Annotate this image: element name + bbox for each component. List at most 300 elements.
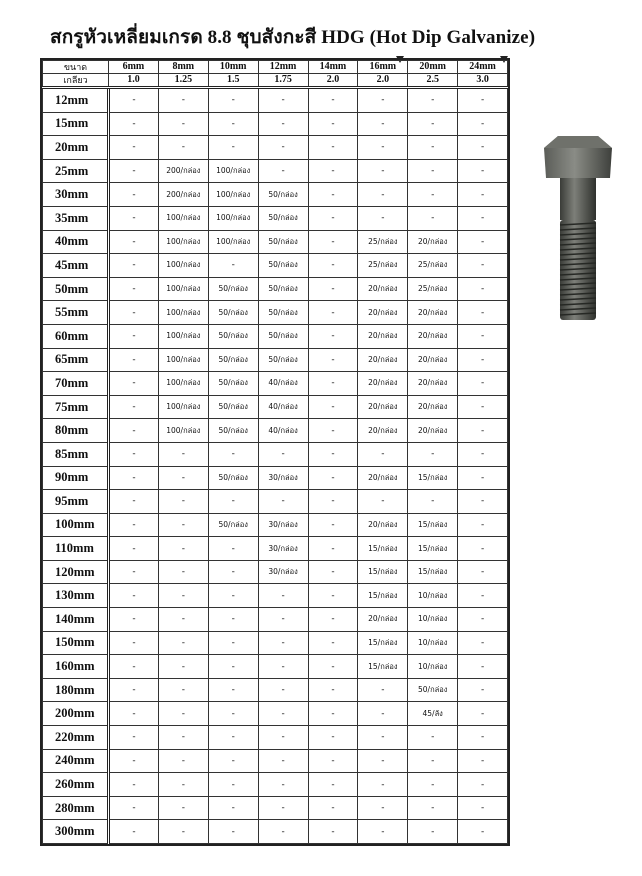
stock-cell: 15/กล่อง (358, 560, 408, 584)
stock-cell: - (109, 537, 159, 561)
stock-cell: - (109, 348, 159, 372)
size-header: 8mm (158, 61, 208, 74)
stock-cell: 20/กล่อง (358, 301, 408, 325)
stock-cell: - (458, 159, 508, 183)
table-row (43, 395, 508, 419)
stock-cell: - (258, 88, 308, 113)
stock-cell: 15/กล่อง (408, 537, 458, 561)
size-header: 24mm (458, 61, 508, 74)
stock-cell: - (109, 796, 159, 820)
stock-cell: - (408, 490, 458, 514)
table-row (43, 183, 508, 207)
stock-cell: 15/กล่อง (408, 466, 458, 490)
stock-cell: - (458, 206, 508, 230)
stock-cell: 50/กล่อง (258, 230, 308, 254)
stock-cell: 15/กล่อง (358, 631, 408, 655)
stock-cell: - (358, 88, 408, 113)
stock-cell: 10/กล่อง (408, 655, 458, 679)
length-label: 15mm (43, 112, 109, 136)
stock-cell: - (458, 678, 508, 702)
stock-cell: - (308, 678, 358, 702)
stock-cell: - (458, 136, 508, 160)
stock-cell: - (109, 749, 159, 773)
table-row (43, 608, 508, 632)
table-row (43, 372, 508, 396)
size-header: 14mm (308, 61, 358, 74)
stock-cell: - (308, 324, 358, 348)
stock-cell: - (408, 206, 458, 230)
table-header (43, 61, 508, 88)
stock-cell: 30/กล่อง (258, 466, 308, 490)
length-label: 50mm (43, 277, 109, 301)
stock-cell: - (208, 112, 258, 136)
table-row (43, 254, 508, 278)
stock-cell: 100/กล่อง (158, 206, 208, 230)
stock-cell: - (308, 88, 358, 113)
stock-cell: 20/กล่อง (408, 324, 458, 348)
stock-cell: - (158, 136, 208, 160)
stock-cell: - (109, 88, 159, 113)
stock-cell: - (258, 442, 308, 466)
stock-cell: - (258, 820, 308, 844)
stock-cell: - (458, 726, 508, 750)
table-row (43, 678, 508, 702)
table-row (43, 419, 508, 443)
stock-cell: - (358, 159, 408, 183)
stock-cell: - (258, 796, 308, 820)
stock-cell: - (258, 678, 308, 702)
stock-cell: - (208, 88, 258, 113)
length-label: 70mm (43, 372, 109, 396)
stock-cell: - (408, 726, 458, 750)
stock-cell: - (458, 348, 508, 372)
stock-cell: 15/กล่อง (358, 655, 408, 679)
stock-cell: 20/กล่อง (408, 348, 458, 372)
stock-cell: - (258, 159, 308, 183)
stock-cell: - (109, 442, 159, 466)
stock-cell: - (458, 395, 508, 419)
stock-cell: - (208, 254, 258, 278)
stock-cell: 50/กล่อง (208, 395, 258, 419)
length-label: 90mm (43, 466, 109, 490)
stock-cell: - (258, 726, 308, 750)
stock-cell: - (158, 749, 208, 773)
stock-cell: 100/กล่อง (158, 348, 208, 372)
stock-cell: - (308, 159, 358, 183)
stock-cell: 50/กล่อง (258, 183, 308, 207)
length-label: 160mm (43, 655, 109, 679)
stock-cell: 40/กล่อง (258, 372, 308, 396)
stock-cell: - (109, 372, 159, 396)
stock-cell: - (358, 678, 408, 702)
table-row (43, 560, 508, 584)
stock-cell: 20/กล่อง (358, 513, 408, 537)
stock-cell: - (308, 631, 358, 655)
stock-cell: - (308, 537, 358, 561)
stock-cell: - (158, 537, 208, 561)
stock-cell: - (458, 466, 508, 490)
stock-cell: - (458, 183, 508, 207)
stock-cell: - (208, 442, 258, 466)
stock-cell: - (308, 773, 358, 797)
stock-cell: - (458, 419, 508, 443)
pitch-header: 3.0 (458, 74, 508, 88)
stock-cell: - (408, 773, 458, 797)
stock-cell: 50/กล่อง (258, 254, 308, 278)
stock-cell: - (109, 466, 159, 490)
stock-cell: - (208, 136, 258, 160)
stock-cell: - (308, 112, 358, 136)
length-label: 75mm (43, 395, 109, 419)
stock-cell: - (258, 702, 308, 726)
stock-cell: 10/กล่อง (408, 584, 458, 608)
stock-cell: - (158, 773, 208, 797)
stock-cell: - (308, 749, 358, 773)
stock-cell: 25/กล่อง (358, 254, 408, 278)
stock-cell: - (458, 230, 508, 254)
stock-cell: - (208, 820, 258, 844)
length-label: 60mm (43, 324, 109, 348)
table-row (43, 490, 508, 514)
stock-cell: 40/กล่อง (258, 395, 308, 419)
stock-cell: 30/กล่อง (258, 513, 308, 537)
bolt-stock-table-frame (40, 58, 510, 846)
stock-cell: - (158, 796, 208, 820)
stock-cell: 100/กล่อง (158, 324, 208, 348)
stock-cell: - (358, 773, 408, 797)
stock-cell: 50/กล่อง (208, 277, 258, 301)
stock-cell: - (158, 608, 208, 632)
pitch-header: 2.0 (358, 74, 408, 88)
stock-cell: - (109, 206, 159, 230)
stock-cell: - (158, 442, 208, 466)
table-row (43, 749, 508, 773)
stock-cell: 50/กล่อง (208, 372, 258, 396)
stock-cell: - (208, 584, 258, 608)
stock-cell: - (308, 301, 358, 325)
stock-cell: - (258, 749, 308, 773)
length-label: 280mm (43, 796, 109, 820)
size-header: 20mm (408, 61, 458, 74)
stock-cell: - (158, 726, 208, 750)
stock-cell: - (109, 254, 159, 278)
stock-cell: - (158, 678, 208, 702)
stock-cell: - (308, 230, 358, 254)
table-row (43, 631, 508, 655)
length-label: 85mm (43, 442, 109, 466)
stock-cell: - (458, 88, 508, 113)
stock-cell: - (258, 608, 308, 632)
stock-cell: - (358, 206, 408, 230)
table-row (43, 726, 508, 750)
stock-cell: - (408, 88, 458, 113)
pitch-header: 1.0 (109, 74, 159, 88)
length-label: 35mm (43, 206, 109, 230)
stock-cell: - (358, 749, 408, 773)
table-row (43, 112, 508, 136)
stock-cell: - (458, 796, 508, 820)
stock-cell: - (458, 442, 508, 466)
stock-cell: - (109, 560, 159, 584)
table-row (43, 88, 508, 113)
length-label: 100mm (43, 513, 109, 537)
stock-cell: - (109, 631, 159, 655)
stock-cell: - (458, 490, 508, 514)
stock-cell: 30/กล่อง (258, 537, 308, 561)
stock-cell: - (208, 749, 258, 773)
stock-cell: - (258, 584, 308, 608)
stock-cell: 25/กล่อง (358, 230, 408, 254)
table-row (43, 324, 508, 348)
stock-cell: 100/กล่อง (158, 277, 208, 301)
stock-cell: - (358, 490, 408, 514)
stock-cell: - (109, 820, 159, 844)
stock-cell: 50/กล่อง (258, 277, 308, 301)
stock-cell: 100/กล่อง (158, 230, 208, 254)
stock-cell: 100/กล่อง (208, 183, 258, 207)
stock-cell: - (458, 702, 508, 726)
table-row (43, 584, 508, 608)
stock-cell: - (308, 442, 358, 466)
table-body (43, 88, 508, 844)
stock-cell: - (308, 490, 358, 514)
stock-cell: - (258, 136, 308, 160)
stock-cell: - (408, 442, 458, 466)
stock-cell: 100/กล่อง (158, 419, 208, 443)
stock-cell: 10/กล่อง (408, 631, 458, 655)
stock-cell: 20/กล่อง (358, 466, 408, 490)
stock-cell: - (208, 490, 258, 514)
stock-cell: - (208, 608, 258, 632)
stock-cell: 50/กล่อง (208, 466, 258, 490)
stock-cell: 100/กล่อง (158, 395, 208, 419)
stock-cell: - (258, 112, 308, 136)
stock-cell: 40/กล่อง (258, 419, 308, 443)
stock-cell: - (358, 726, 408, 750)
stock-cell: - (458, 631, 508, 655)
table-row (43, 513, 508, 537)
stock-cell: - (308, 419, 358, 443)
stock-cell: 20/กล่อง (358, 277, 408, 301)
stock-cell: 100/กล่อง (158, 301, 208, 325)
stock-cell: - (109, 702, 159, 726)
stock-cell: - (408, 749, 458, 773)
stock-cell: - (408, 159, 458, 183)
stock-cell: - (458, 560, 508, 584)
length-label: 95mm (43, 490, 109, 514)
size-header: 16mm (358, 61, 408, 74)
stock-cell: 200/กล่อง (158, 159, 208, 183)
stock-cell: 50/กล่อง (408, 678, 458, 702)
stock-cell: - (158, 655, 208, 679)
length-label: 130mm (43, 584, 109, 608)
stock-cell: - (308, 254, 358, 278)
table-row (43, 702, 508, 726)
stock-cell: - (109, 513, 159, 537)
stock-cell: - (208, 560, 258, 584)
size-label: ขนาด (43, 61, 109, 74)
size-header: 10mm (208, 61, 258, 74)
stock-cell: - (208, 631, 258, 655)
stock-cell: - (109, 419, 159, 443)
length-label: 40mm (43, 230, 109, 254)
stock-cell: 15/กล่อง (408, 513, 458, 537)
hex-bolt-icon (538, 130, 618, 330)
stock-cell: - (208, 796, 258, 820)
stock-cell: 20/กล่อง (408, 419, 458, 443)
stock-cell: - (109, 678, 159, 702)
stock-cell: 50/กล่อง (258, 348, 308, 372)
stock-cell: - (308, 655, 358, 679)
stock-cell: - (158, 513, 208, 537)
stock-cell: - (408, 820, 458, 844)
stock-cell: - (458, 537, 508, 561)
stock-cell: 20/กล่อง (358, 395, 408, 419)
stock-cell: 50/กล่อง (208, 513, 258, 537)
size-header-row (43, 61, 508, 74)
stock-cell: 50/กล่อง (208, 324, 258, 348)
length-label: 25mm (43, 159, 109, 183)
stock-cell: - (158, 490, 208, 514)
table-row (43, 773, 508, 797)
length-label: 30mm (43, 183, 109, 207)
length-label: 12mm (43, 88, 109, 113)
stock-cell: - (458, 254, 508, 278)
stock-cell: - (109, 183, 159, 207)
stock-cell: 100/กล่อง (208, 159, 258, 183)
pitch-header-row (43, 74, 508, 88)
stock-cell: - (158, 820, 208, 844)
size-header: 6mm (109, 61, 159, 74)
page-title: สกรูหัวเหลี่ยมเกรด 8.8 ชุบสังกะสี HDG (Hot Dip Galvanize) (50, 27, 536, 48)
stock-cell: 20/กล่อง (358, 608, 408, 632)
stock-cell: - (158, 466, 208, 490)
pitch-header: 2.0 (308, 74, 358, 88)
stock-cell: - (308, 726, 358, 750)
pitch-header: 2.5 (408, 74, 458, 88)
stock-cell: - (308, 277, 358, 301)
length-label: 220mm (43, 726, 109, 750)
table-row (43, 796, 508, 820)
table-row (43, 537, 508, 561)
stock-cell: - (458, 820, 508, 844)
length-label: 20mm (43, 136, 109, 160)
stock-cell: - (458, 608, 508, 632)
stock-cell: 15/กล่อง (408, 560, 458, 584)
length-label: 110mm (43, 537, 109, 561)
stock-cell: - (109, 655, 159, 679)
stock-cell: - (109, 159, 159, 183)
stock-cell: - (109, 301, 159, 325)
length-label: 65mm (43, 348, 109, 372)
stock-cell: - (109, 324, 159, 348)
stock-cell: - (408, 136, 458, 160)
stock-cell: - (109, 726, 159, 750)
table-row (43, 820, 508, 844)
pitch-header: 1.25 (158, 74, 208, 88)
stock-cell: - (458, 277, 508, 301)
stock-cell: - (458, 112, 508, 136)
stock-cell: - (158, 88, 208, 113)
stock-cell: 100/กล่อง (158, 254, 208, 278)
stock-cell: - (308, 348, 358, 372)
stock-cell: 20/กล่อง (408, 395, 458, 419)
stock-cell: 25/กล่อง (408, 277, 458, 301)
stock-cell: - (308, 608, 358, 632)
stock-cell: 20/กล่อง (358, 348, 408, 372)
stock-cell: 200/กล่อง (158, 183, 208, 207)
table-row (43, 206, 508, 230)
length-label: 140mm (43, 608, 109, 632)
stock-cell: 20/กล่อง (358, 324, 408, 348)
length-label: 80mm (43, 419, 109, 443)
pitch-header: 1.75 (258, 74, 308, 88)
size-header: 12mm (258, 61, 308, 74)
stock-cell: 45/ลัง (408, 702, 458, 726)
stock-cell: - (258, 655, 308, 679)
stock-cell: 30/กล่อง (258, 560, 308, 584)
stock-cell: - (458, 584, 508, 608)
stock-cell: 100/กล่อง (158, 372, 208, 396)
stock-cell: 20/กล่อง (358, 372, 408, 396)
stock-cell: - (458, 372, 508, 396)
stock-cell: - (358, 820, 408, 844)
pitch-label: เกลียว (43, 74, 109, 88)
stock-cell: - (258, 773, 308, 797)
stock-cell: 50/กล่อง (258, 206, 308, 230)
stock-cell: - (109, 608, 159, 632)
stock-cell: 10/กล่อง (408, 608, 458, 632)
stock-cell: - (308, 206, 358, 230)
stock-cell: - (308, 395, 358, 419)
stock-cell: - (458, 324, 508, 348)
length-label: 200mm (43, 702, 109, 726)
stock-cell: - (208, 655, 258, 679)
stock-cell: - (358, 442, 408, 466)
stock-cell: - (308, 466, 358, 490)
stock-cell: - (109, 230, 159, 254)
stock-cell: - (408, 112, 458, 136)
stock-cell: - (308, 560, 358, 584)
table-row (43, 442, 508, 466)
stock-cell: 15/กล่อง (358, 584, 408, 608)
stock-cell: - (408, 183, 458, 207)
stock-cell: - (109, 112, 159, 136)
stock-cell: - (208, 537, 258, 561)
stock-cell: 50/กล่อง (208, 301, 258, 325)
stock-cell: 20/กล่อง (408, 230, 458, 254)
stock-cell: 25/กล่อง (408, 254, 458, 278)
table-row (43, 159, 508, 183)
stock-cell: 50/กล่อง (208, 348, 258, 372)
stock-cell: 50/กล่อง (258, 324, 308, 348)
stock-cell: - (358, 796, 408, 820)
stock-cell: 100/กล่อง (208, 230, 258, 254)
stock-cell: - (158, 631, 208, 655)
stock-cell: 20/กล่อง (408, 372, 458, 396)
stock-cell: - (358, 112, 408, 136)
stock-cell: - (109, 395, 159, 419)
table-row (43, 348, 508, 372)
stock-cell: - (358, 183, 408, 207)
stock-cell: - (109, 490, 159, 514)
stock-cell: - (308, 584, 358, 608)
stock-cell: - (458, 301, 508, 325)
stock-cell: - (458, 513, 508, 537)
stock-cell: 20/กล่อง (358, 419, 408, 443)
length-label: 120mm (43, 560, 109, 584)
stock-cell: - (258, 490, 308, 514)
